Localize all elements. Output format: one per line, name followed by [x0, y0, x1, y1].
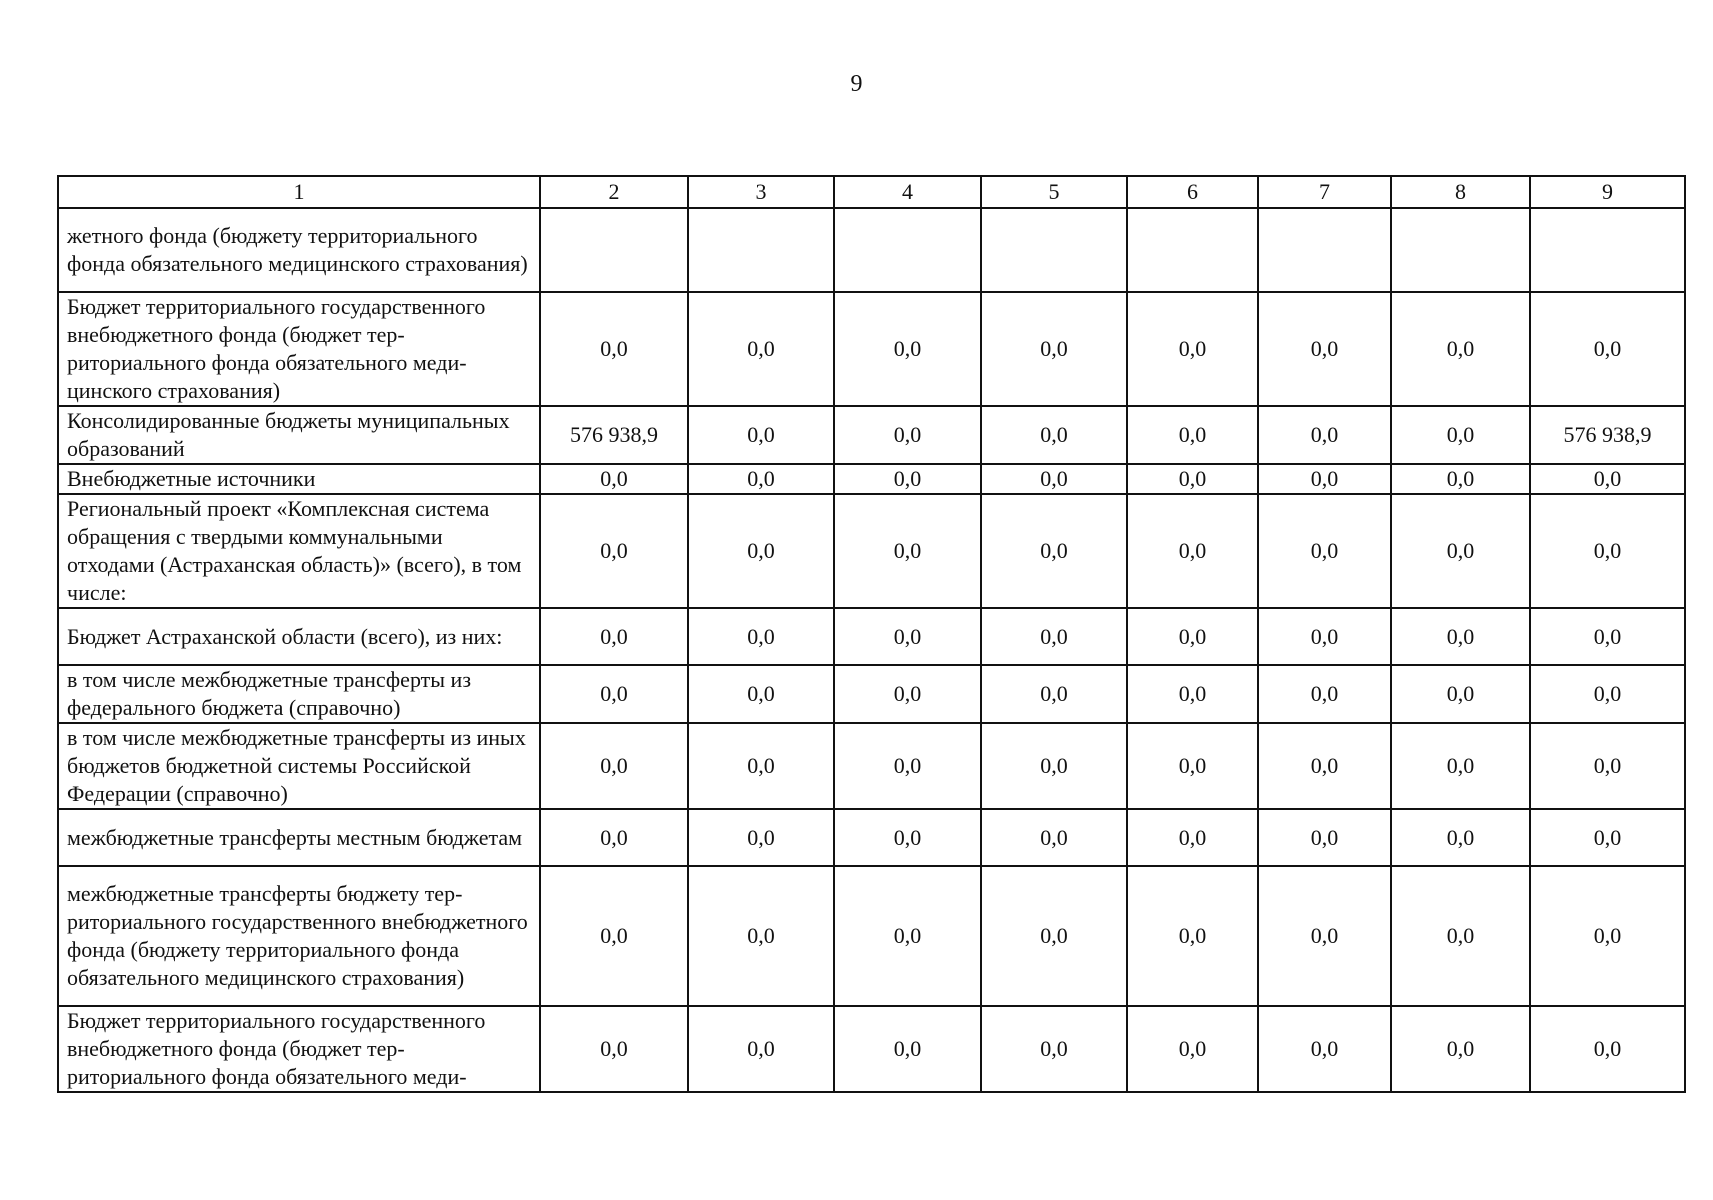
table-cell: 0,0 [540, 665, 688, 723]
table-cell: 0,0 [834, 406, 981, 464]
column-number: 6 [1127, 176, 1258, 208]
table-cell: 0,0 [688, 464, 834, 494]
table-cell: 0,0 [688, 608, 834, 665]
table-row [58, 866, 1685, 1006]
table-cell: 0,0 [981, 494, 1127, 608]
table-cell: 0,0 [688, 494, 834, 608]
table-cell: 0,0 [1258, 723, 1391, 809]
row-label: Бюджет территориального государственного внебюджетного фонда (бюджет территориального фонда обязательного медицинского страхования) [58, 292, 540, 406]
table-cell [1530, 208, 1685, 292]
table-cell [688, 208, 834, 292]
table-cell: 0,0 [1391, 723, 1530, 809]
column-number: 3 [688, 176, 834, 208]
table-cell: 0,0 [834, 608, 981, 665]
table-cell: 0,0 [688, 406, 834, 464]
table-cell: 0,0 [1258, 406, 1391, 464]
table-cell: 0,0 [1127, 464, 1258, 494]
table-cell: 0,0 [1530, 292, 1685, 406]
column-number: 4 [834, 176, 981, 208]
row-label: в том числе межбюджетные трансферты из федерального бюджета (справочно) [58, 665, 540, 723]
table-cell: 0,0 [1530, 809, 1685, 866]
table-cell: 0,0 [1258, 608, 1391, 665]
table-cell: 0,0 [981, 292, 1127, 406]
column-number: 5 [981, 176, 1127, 208]
row-label: межбюджетные трансферты бюджету территориального государственного внебюджетного фонда (бюджету территориального фонда обязательного медицинского страхования) [58, 866, 540, 1006]
table-cell: 0,0 [834, 1006, 981, 1092]
table-cell: 0,0 [1258, 809, 1391, 866]
row-label: Внебюджетные источники [58, 464, 540, 494]
table-cell: 0,0 [1530, 494, 1685, 608]
table-cell: 0,0 [981, 665, 1127, 723]
table-cell: 0,0 [1391, 406, 1530, 464]
table-row [58, 665, 1685, 723]
table-cell: 0,0 [1391, 494, 1530, 608]
table-cell: 0,0 [834, 723, 981, 809]
table-cell: 0,0 [540, 723, 688, 809]
table-cell [1258, 208, 1391, 292]
table-cell: 0,0 [540, 866, 688, 1006]
table-cell [540, 208, 688, 292]
table-cell: 0,0 [1127, 866, 1258, 1006]
table-cell: 0,0 [1391, 608, 1530, 665]
table-cell [981, 208, 1127, 292]
table-cell: 0,0 [688, 866, 834, 1006]
table-cell: 0,0 [1530, 608, 1685, 665]
table-cell: 0,0 [1127, 665, 1258, 723]
column-number: 2 [540, 176, 688, 208]
table-cell: 0,0 [834, 665, 981, 723]
table-row [58, 809, 1685, 866]
table-cell: 0,0 [540, 809, 688, 866]
table-cell: 576 938,9 [1530, 406, 1685, 464]
page-number: 9 [850, 71, 863, 97]
table-cell: 0,0 [1391, 1006, 1530, 1092]
table-cell: 0,0 [981, 723, 1127, 809]
table-cell: 0,0 [1127, 406, 1258, 464]
column-number: 1 [58, 176, 540, 208]
table-cell: 0,0 [1530, 866, 1685, 1006]
table-cell: 0,0 [540, 608, 688, 665]
table-cell: 0,0 [834, 464, 981, 494]
table-cell [1391, 208, 1530, 292]
column-number-row [58, 176, 1685, 208]
table-cell [1127, 208, 1258, 292]
table-cell: 0,0 [688, 292, 834, 406]
table-row [58, 494, 1685, 608]
table-cell: 0,0 [1258, 1006, 1391, 1092]
table-cell: 0,0 [1127, 292, 1258, 406]
table-cell [834, 208, 981, 292]
table-cell: 0,0 [981, 809, 1127, 866]
row-label: Консолидированные бюджеты муниципальных образований [58, 406, 540, 464]
table-cell: 0,0 [1258, 292, 1391, 406]
table-cell: 0,0 [1530, 464, 1685, 494]
table-row [58, 292, 1685, 406]
table-cell: 0,0 [981, 866, 1127, 1006]
row-label: в том числе межбюджетные трансферты из иных бюджетов бюджетной системы Российской Федерации (справочно) [58, 723, 540, 809]
table-cell: 0,0 [1127, 608, 1258, 665]
row-label: межбюджетные трансферты местным бюджетам [58, 809, 540, 866]
table-cell: 0,0 [1391, 665, 1530, 723]
table-cell: 0,0 [688, 1006, 834, 1092]
table-cell: 0,0 [540, 494, 688, 608]
column-number: 8 [1391, 176, 1530, 208]
table-row [58, 406, 1685, 464]
table-cell: 0,0 [1258, 665, 1391, 723]
table-cell: 0,0 [981, 1006, 1127, 1092]
table-row [58, 723, 1685, 809]
budget-table [57, 175, 1686, 1093]
table-cell: 0,0 [1530, 1006, 1685, 1092]
table-cell: 0,0 [981, 608, 1127, 665]
column-number: 9 [1530, 176, 1685, 208]
table-cell: 0,0 [1530, 723, 1685, 809]
table-cell: 0,0 [688, 723, 834, 809]
table-cell: 0,0 [1391, 866, 1530, 1006]
table-cell: 0,0 [834, 292, 981, 406]
row-label: Бюджет Астраханской области (всего), из них: [58, 608, 540, 665]
table-cell: 0,0 [834, 866, 981, 1006]
table-cell: 0,0 [688, 809, 834, 866]
column-number: 7 [1258, 176, 1391, 208]
table-cell: 0,0 [1530, 665, 1685, 723]
row-label: жетного фонда (бюджету территориального фонда обязательного медицинского страхования) [58, 208, 540, 292]
table-cell: 0,0 [1391, 292, 1530, 406]
table-row [58, 208, 1685, 292]
table-cell: 0,0 [1391, 464, 1530, 494]
row-label: Региональный проект «Комплексная система обращения с твердыми коммунальными отходами (Астраханская область)» (всего), в том числе: [58, 494, 540, 608]
table-row [58, 1006, 1685, 1092]
table-cell: 0,0 [981, 464, 1127, 494]
table-cell: 0,0 [1258, 494, 1391, 608]
table-cell: 0,0 [688, 665, 834, 723]
table-cell: 0,0 [540, 1006, 688, 1092]
table-cell: 0,0 [1127, 494, 1258, 608]
table-cell: 0,0 [1258, 464, 1391, 494]
table-cell: 0,0 [1127, 1006, 1258, 1092]
table-cell: 0,0 [1391, 809, 1530, 866]
table-cell: 0,0 [1127, 723, 1258, 809]
table-row [58, 608, 1685, 665]
table-cell: 0,0 [834, 809, 981, 866]
table-cell: 0,0 [834, 494, 981, 608]
table-cell: 0,0 [1127, 809, 1258, 866]
row-label: Бюджет территориального государственного внебюджетного фонда (бюджет территориального фонда обязательного меди- [58, 1006, 540, 1092]
table-row [58, 464, 1685, 494]
table-cell: 0,0 [1258, 866, 1391, 1006]
table-cell: 576 938,9 [540, 406, 688, 464]
table-cell: 0,0 [540, 464, 688, 494]
table-cell: 0,0 [981, 406, 1127, 464]
table-cell: 0,0 [540, 292, 688, 406]
